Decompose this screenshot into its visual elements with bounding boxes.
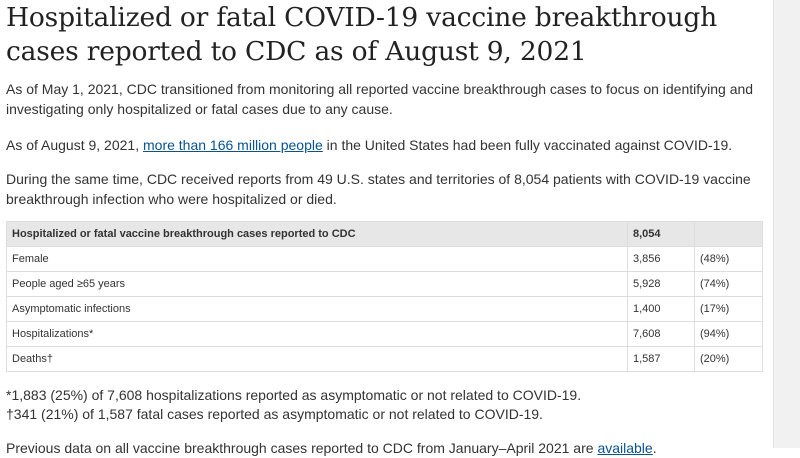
row-label: Female <box>7 247 628 272</box>
table-row <box>7 297 763 322</box>
reports-paragraph: During the same time, CDC received reports from 49 U.S. states and territories of 8,054 patients with COVID-19 vaccine breakthrough infection who were hospitalized or died. <box>6 171 751 207</box>
row-value: 5,928 <box>628 272 695 297</box>
available-link[interactable]: available <box>597 440 653 456</box>
row-label: Asymptomatic infections <box>7 297 628 322</box>
row-value: 1,400 <box>628 297 695 322</box>
row-pct: (17%) <box>695 297 763 322</box>
table-row <box>7 322 763 347</box>
header-pct <box>695 222 763 247</box>
row-value: 7,608 <box>628 322 695 347</box>
table-row <box>7 272 763 297</box>
table-row <box>7 247 763 272</box>
row-value: 1,587 <box>628 347 695 372</box>
footnote-deaths: †341 (21%) of 1,587 fatal cases reported as asymptomatic or not related to COVID-19. <box>6 406 543 422</box>
previous-data-text: Previous data on all vaccine breakthrough cases reported to CDC from January–April 2021 are <box>6 440 598 456</box>
row-label: Hospitalizations* <box>7 322 628 347</box>
row-pct: (94%) <box>695 322 763 347</box>
table-row <box>7 347 763 372</box>
vaccinated-people-link[interactable]: more than 166 million people <box>143 137 323 153</box>
vaccination-text-end: in the United States had been fully vaccinated against COVID-19. <box>322 137 733 153</box>
table-header-row <box>7 222 763 247</box>
breakthrough-cases-table <box>6 221 763 372</box>
previous-data-paragraph <box>6 438 766 458</box>
main-content <box>6 0 766 458</box>
intro-paragraph: As of May 1, 2021, CDC transitioned from monitoring all reported vaccine breakthrough cases to focus on identifying and investigating only hospitalized or fatal cases due to any cause. <box>6 81 754 117</box>
row-pct: (74%) <box>695 272 763 297</box>
row-label: People aged ≥65 years <box>7 272 628 297</box>
row-pct: (20%) <box>695 347 763 372</box>
previous-data-period: . <box>652 440 657 456</box>
header-label: Hospitalized or fatal vaccine breakthrough cases reported to CDC <box>7 222 628 247</box>
vaccination-text-start: As of August 9, 2021, <box>6 137 143 153</box>
row-pct: (48%) <box>695 247 763 272</box>
page-scrollbar[interactable] <box>773 0 800 448</box>
page-title: Hospitalized or fatal COVID-19 vaccine breakthrough cases reported to CDC as of August 9, 2021 <box>6 2 718 67</box>
row-label: Deaths† <box>7 347 628 372</box>
header-value: 8,054 <box>628 222 695 247</box>
vaccination-paragraph <box>6 135 766 155</box>
row-value: 3,856 <box>628 247 695 272</box>
footnote-hospitalizations: *1,883 (25%) of 7,608 hospitalizations reported as asymptomatic or not related to COVID-19. <box>6 387 582 403</box>
